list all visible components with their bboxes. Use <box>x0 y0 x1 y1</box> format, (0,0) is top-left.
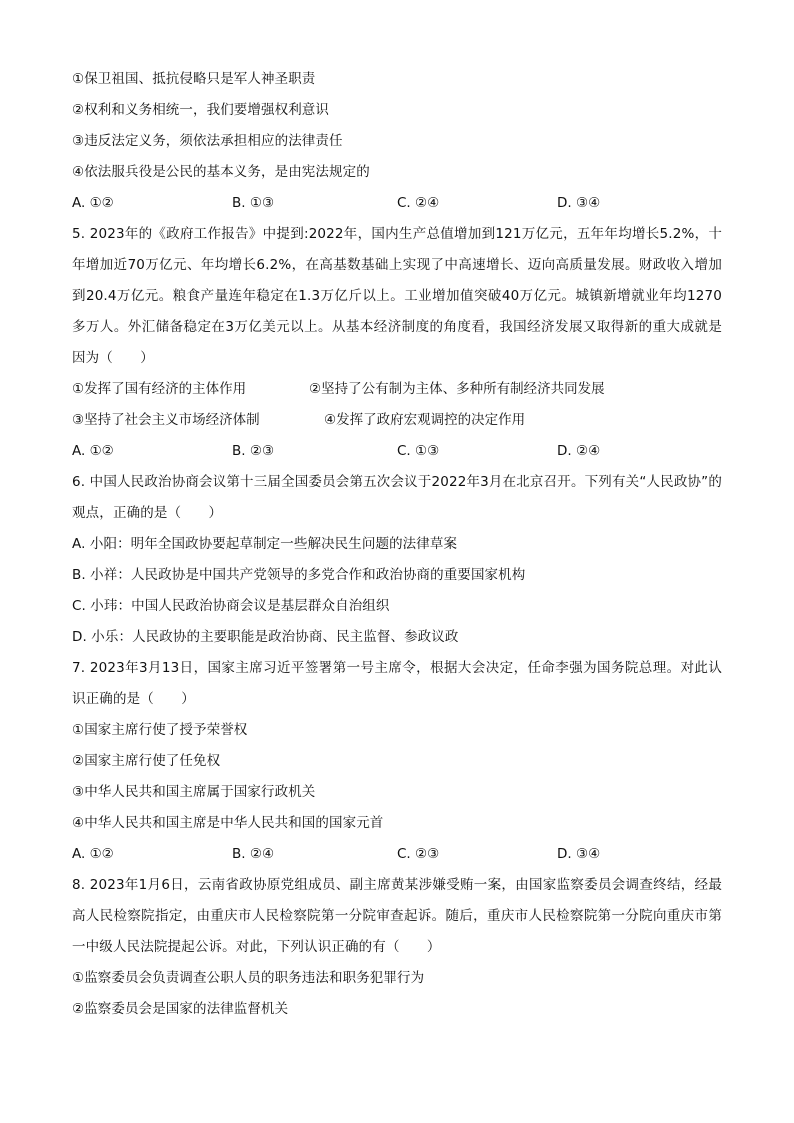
q8-statement-1: ①监察委员会负责调查公职人员的职务违法和职务犯罪行为 <box>72 970 425 986</box>
q5-option-b: B. ②③ <box>232 443 275 459</box>
q4-statement-2: ②权利和义务相统一，我们要增强权利意识 <box>72 102 330 118</box>
q5-statements-row-2 <box>72 405 722 436</box>
q6-option-d: D. 小乐：人民政协的主要职能是政治协商、民主监督、参政议政 <box>72 629 459 645</box>
q6-option-b: B. 小祥：人民政协是中国共产党领导的多党合作和政治协商的重要国家机构 <box>72 567 526 583</box>
q5-statements-row-1 <box>72 374 722 405</box>
q5-statement-1: ①发挥了国有经济的主体作用 <box>72 381 247 397</box>
q4-statement-1: ①保卫祖国、抵抗侵略只是军人神圣职责 <box>72 71 316 87</box>
q7-option-b: B. ②④ <box>232 846 275 862</box>
exam-page <box>72 64 722 1025</box>
q5-option-a: A. ①② <box>72 443 114 459</box>
q5-options <box>72 436 722 467</box>
q7-options <box>72 839 722 870</box>
q7-option-a: A. ①② <box>72 846 114 862</box>
q4-option-a: A. ①② <box>72 195 114 211</box>
q4-option-c: C. ②④ <box>397 195 440 211</box>
q7-statement-1: ①国家主席行使了授予荣誉权 <box>72 722 248 738</box>
q4-option-b: B. ①③ <box>232 195 275 211</box>
q5-stem: 5. 2023年的《政府工作报告》中提到:2022年，国内生产总值增加到121万亿元，五年年均增长5.2%，十年增加近70万亿元、年均增长6.2%，在高基数基础上实现了中高速增长、迈向高质量发展。财政收入增加到20.4万亿元。粮食产量连年稳定在1.3万亿斤以上。工业增加值突破40万亿元。城镇新增就业年均1270多万人。外汇储备稳定在3万亿美元以上。从基本经济制度的角度看，我国经济发展又取得新的重大成就是因为（ ） <box>72 226 722 366</box>
q8-stem: 8. 2023年1月6日，云南省政协原党组成员、副主席黄某涉嫌受贿一案，由国家监察委员会调查终结，经最高人民检察院指定，由重庆市人民检察院第一分院审查起诉。随后，重庆市人民检察院第一分院向重庆市第一中级人民法院提起公诉。对此，下列认识正确的有（ ） <box>72 877 722 955</box>
q7-option-d: D. ③④ <box>557 846 601 862</box>
q5-statement-3: ③坚持了社会主义市场经济体制 <box>72 412 260 428</box>
q5-option-d: D. ②④ <box>557 443 601 459</box>
q6-stem: 6. 中国人民政治协商会议第十三届全国委员会第五次会议于2022年3月在北京召开。下列有关“人民政协”的观点，正确的是（ ） <box>72 474 722 521</box>
q4-statement-4: ④依法服兵役是公民的基本义务，是由宪法规定的 <box>72 164 370 180</box>
q4-option-d: D. ③④ <box>557 195 601 211</box>
q5-statement-4: ④发挥了政府宏观调控的决定作用 <box>324 412 526 428</box>
q7-statement-3: ③中华人民共和国主席属于国家行政机关 <box>72 784 316 800</box>
q7-option-c: C. ②③ <box>397 846 440 862</box>
q6-option-a: A. 小阳：明年全国政协要起草制定一些解决民生问题的法律草案 <box>72 536 458 552</box>
q6-option-c: C. 小玮：中国人民政治协商会议是基层群众自治组织 <box>72 598 390 614</box>
q7-stem: 7. 2023年3月13日，国家主席习近平签署第一号主席令，根据大会决定，任命李强为国务院总理。对此认识正确的是（ ） <box>72 660 722 707</box>
q5-statement-2: ②坚持了公有制为主体、多种所有制经济共同发展 <box>309 381 605 397</box>
q8-statement-2: ②监察委员会是国家的法律监督机关 <box>72 1001 289 1017</box>
q7-statement-2: ②国家主席行使了任免权 <box>72 753 221 769</box>
q5-option-c: C. ①③ <box>397 443 440 459</box>
q4-options <box>72 188 722 219</box>
q4-statement-3: ③违反法定义务，须依法承担相应的法律责任 <box>72 133 343 149</box>
q7-statement-4: ④中华人民共和国主席是中华人民共和国的国家元首 <box>72 815 384 831</box>
